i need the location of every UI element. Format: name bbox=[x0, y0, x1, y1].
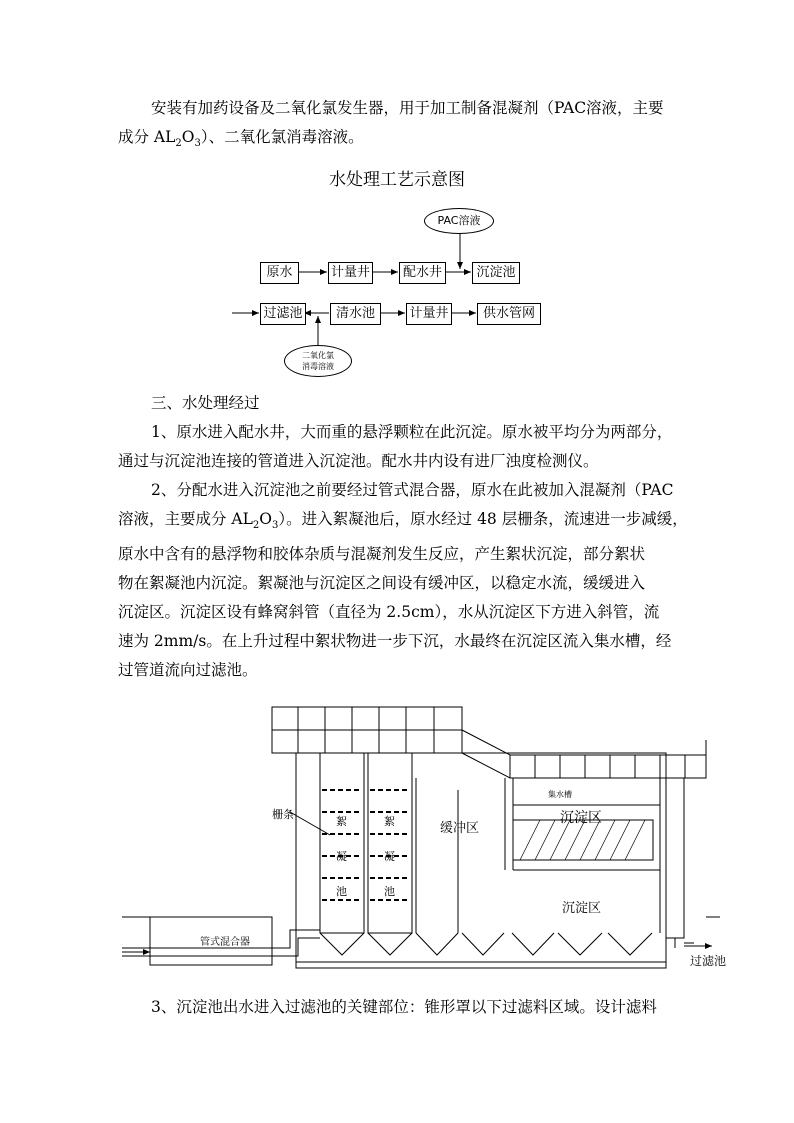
label-floc-6: 池 bbox=[384, 885, 395, 898]
p3-line-1: 3、沉淀池出水进入过滤池的关键部位：锥形罩以下过滤料区域。设计滤料 bbox=[151, 998, 657, 1016]
label-floc-1: 絮 bbox=[336, 815, 347, 828]
label-buffer: 缓冲区 bbox=[440, 821, 480, 836]
intro-text: 成分 AL bbox=[118, 128, 176, 146]
subscript: 3 bbox=[194, 138, 201, 150]
intro-text: ）、二氧化氯消毒溶液。 bbox=[200, 128, 364, 146]
label-floc-4: 絮 bbox=[384, 815, 395, 828]
subscript: 3 bbox=[272, 520, 279, 532]
label-mixer: 管式混合器 bbox=[200, 937, 250, 948]
p2-line-2 bbox=[118, 505, 686, 540]
flow-box-filter: 过滤池 bbox=[260, 303, 306, 325]
p2-text: ）。进入絮凝池后，原水经过 48 层栅条，流速进一步减缓， bbox=[278, 510, 688, 528]
flow-box-metering-well-1: 计量井 bbox=[328, 262, 373, 284]
p1-line-1: 1、原水进入配水井，大而重的悬浮颗粒在此沉淀。原水被平均分为两部分， bbox=[151, 423, 673, 441]
p2-text: 溶液，主要成分 AL bbox=[118, 510, 253, 528]
label-floc-2: 凝 bbox=[336, 850, 347, 863]
label-collect: 集水槽 bbox=[548, 790, 572, 799]
p2-line-5: 沉淀区。沉淀区设有蜂窝斜管（直径为 2.5cm），水从沉淀区下方进入斜管，流 bbox=[118, 603, 660, 622]
label-settle-bottom: 沉淀区 bbox=[562, 901, 602, 916]
section3-heading: 三、水处理经过 bbox=[151, 394, 260, 412]
flow-box-metering-well-2: 计量井 bbox=[406, 303, 452, 325]
subscript: 2 bbox=[175, 138, 182, 150]
flowchart-arrows bbox=[0, 0, 794, 400]
label-filter: 过滤池 bbox=[690, 954, 727, 968]
p2-line-4: 物在絮凝池内沉淀。絮凝池与沉淀区之间设有缓冲区，以稳定水流，缓缓进入 bbox=[118, 574, 646, 593]
flow-box-raw-water: 原水 bbox=[260, 262, 299, 284]
intro-line-1: 安装有加药设备及二氧化氯发生器，用于加工制备混凝剂（PAC溶液，主要 bbox=[151, 99, 664, 117]
flow-ellipse-pac: PAC溶液 bbox=[424, 208, 494, 234]
p2-line-7: 过管道流向过滤池。 bbox=[118, 661, 258, 680]
flow-box-distribution-well: 配水井 bbox=[399, 262, 446, 284]
label-grille: 栅条 bbox=[272, 808, 294, 821]
p3 bbox=[118, 993, 686, 1022]
subscript: 2 bbox=[252, 520, 260, 532]
p2-line-6: 速为 2mm/s。在上升过程中絮状物进一步下沉，水最终在沉淀区流入集水槽，经 bbox=[118, 632, 672, 651]
flow-box-supply-network: 供水管网 bbox=[477, 303, 541, 325]
label-settle-top: 沉淀区 bbox=[560, 810, 602, 826]
flowchart-title: 水处理工艺示意图 bbox=[329, 170, 465, 190]
clo2-label-1: 二氧化氯 bbox=[302, 351, 334, 360]
flow-ellipse-clo2 bbox=[284, 345, 352, 377]
label-floc-5: 凝 bbox=[384, 850, 395, 863]
flow-box-clear-water: 清水池 bbox=[330, 303, 381, 325]
section3 bbox=[118, 389, 686, 685]
p1-line-2: 通过与沉淀池连接的管道进入沉淀池。配水井内设有进厂浊度检测仪。 bbox=[118, 452, 599, 470]
p2-text: O bbox=[259, 510, 273, 528]
settling-tank-diagram bbox=[0, 690, 794, 980]
intro-text: O bbox=[181, 128, 195, 146]
p2-line-1: 2、分配水进入沉淀池之前要经过管式混合器，原水在此被加入混凝剂（PAC bbox=[151, 481, 674, 499]
clo2-label-2: 消毒溶液 bbox=[302, 362, 334, 371]
label-floc-3: 池 bbox=[336, 885, 347, 898]
p2-line-3: 原水中含有的悬浮物和胶体杂质与混凝剂发生反应，产生絮状沉淀，部分絮状 bbox=[118, 545, 646, 564]
flow-box-settling-tank: 沉淀池 bbox=[472, 262, 520, 284]
